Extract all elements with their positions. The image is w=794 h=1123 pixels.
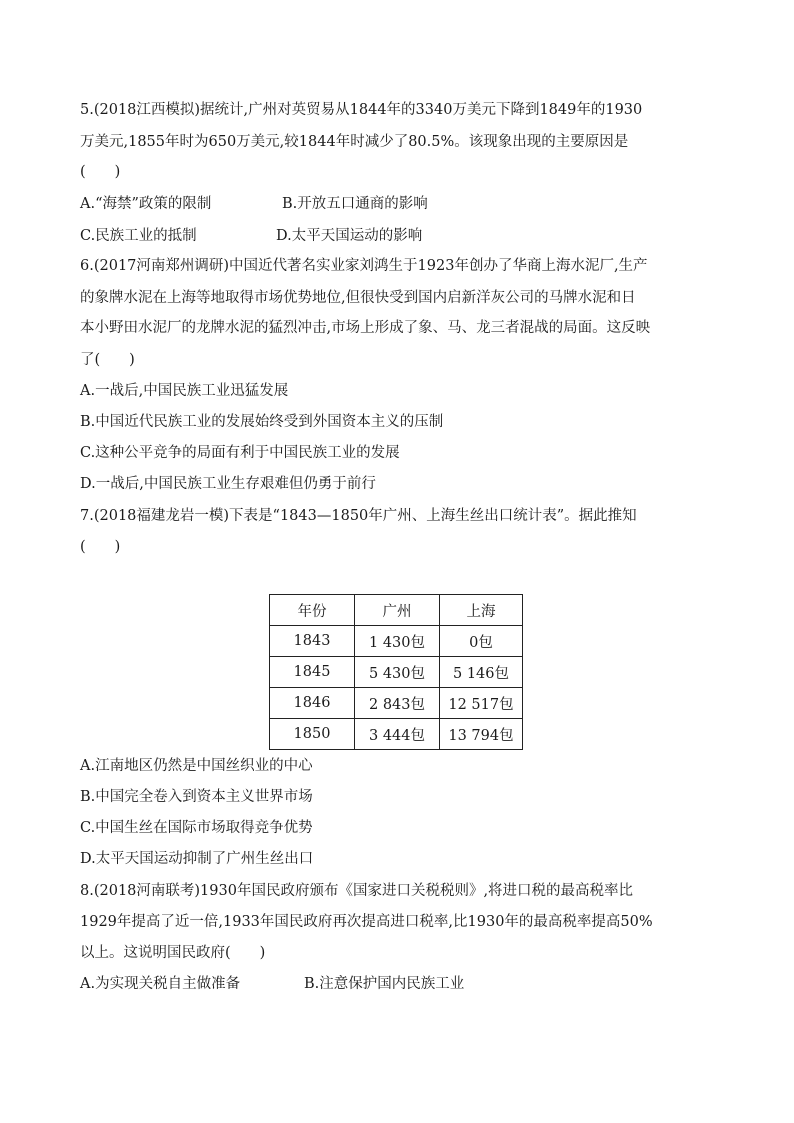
table-cell: 12 517包 bbox=[440, 688, 523, 719]
table-cell: 1845 bbox=[270, 657, 355, 688]
table-row bbox=[270, 719, 523, 750]
q7-stem-line1: 7.(2018福建龙岩一模)下表是“1843—1850年广州、上海生丝出口统计表”。据此推知 bbox=[80, 508, 637, 524]
q6-stem-line3: 本小野田水泥厂的龙牌水泥的猛烈冲击,市场上形成了象、马、龙三者混战的局面。这反映 bbox=[80, 320, 651, 336]
table-cell: 1850 bbox=[270, 719, 355, 750]
q7-option-b: B.中国完全卷入到资本主义世界市场 bbox=[80, 789, 313, 805]
table-cell: 1 430包 bbox=[355, 626, 440, 657]
q8-stem-line3: 以上。这说明国民政府( ) bbox=[80, 945, 266, 961]
table-cell: 0包 bbox=[440, 626, 523, 657]
q6-option-d: D.一战后,中国民族工业生存艰难但仍勇于前行 bbox=[80, 476, 376, 492]
table-header-cell: 上海 bbox=[440, 595, 523, 626]
q5-option-a: A.“海禁”政策的限制 bbox=[80, 196, 212, 212]
q6-stem-line1: 6.(2017河南郑州调研)中国近代著名实业家刘鸿生于1923年创办了华商上海水泥厂,生产 bbox=[80, 258, 648, 274]
table-row bbox=[270, 657, 523, 688]
table-header-cell: 年份 bbox=[270, 595, 355, 626]
table-row bbox=[270, 688, 523, 719]
table-cell: 1843 bbox=[270, 626, 355, 657]
q6-option-b: B.中国近代民族工业的发展始终受到外国资本主义的压制 bbox=[80, 414, 444, 430]
table-header-row bbox=[270, 595, 523, 626]
table-cell: 1846 bbox=[270, 688, 355, 719]
table-cell: 5 146包 bbox=[440, 657, 523, 688]
q7-answer-paren: ( ) bbox=[80, 539, 121, 555]
q6-stem-line2: 的象牌水泥在上海等地取得市场优势地位,但很快受到国内启新洋灰公司的马牌水泥和日 bbox=[80, 290, 636, 306]
q5-option-c: C.民族工业的抵制 bbox=[80, 228, 197, 244]
q7-option-a: A.江南地区仍然是中国丝织业的中心 bbox=[80, 758, 313, 774]
q5-option-b: B.开放五口通商的影响 bbox=[282, 196, 428, 212]
q5-option-d: D.太平天国运动的影响 bbox=[276, 228, 423, 244]
q5-stem-line2: 万美元,1855年时为650万美元,较1844年时减少了80.5%。该现象出现的主要原因是 bbox=[80, 134, 629, 150]
silk-export-table bbox=[269, 594, 523, 750]
q7-option-d: D.太平天国运动抑制了广州生丝出口 bbox=[80, 851, 314, 867]
q8-option-b: B.注意保护国内民族工业 bbox=[304, 976, 465, 992]
q5-answer-paren: ( ) bbox=[80, 164, 121, 180]
q7-option-c: C.中国生丝在国际市场取得竞争优势 bbox=[80, 820, 313, 836]
q6-option-c: C.这种公平竞争的局面有利于中国民族工业的发展 bbox=[80, 445, 400, 461]
table-cell: 5 430包 bbox=[355, 657, 440, 688]
table-row bbox=[270, 626, 523, 657]
q6-stem-line4: 了( ) bbox=[80, 352, 135, 368]
q8-stem-line2: 1929年提高了近一倍,1933年国民政府再次提高进口税率,比1930年的最高税率提高50% bbox=[80, 914, 653, 930]
table-cell: 13 794包 bbox=[440, 719, 523, 750]
q5-stem-line1: 5.(2018江西模拟)据统计,广州对英贸易从1844年的3340万美元下降到1849年的1930 bbox=[80, 102, 643, 118]
table-cell: 2 843包 bbox=[355, 688, 440, 719]
table-header-cell: 广州 bbox=[355, 595, 440, 626]
q6-option-a: A.一战后,中国民族工业迅猛发展 bbox=[80, 383, 289, 399]
q8-option-a: A.为实现关税自主做准备 bbox=[80, 976, 241, 992]
table-cell: 3 444包 bbox=[355, 719, 440, 750]
q8-stem-line1: 8.(2018河南联考)1930年国民政府颁布《国家进口关税税则》,将进口税的最高税率比 bbox=[80, 883, 634, 899]
